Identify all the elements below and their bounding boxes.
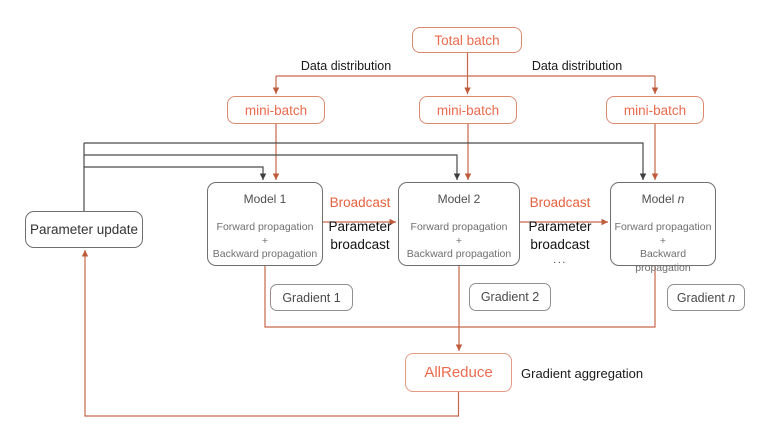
model-plus-label: +: [261, 234, 269, 247]
total-batch-label: Total batch: [434, 32, 500, 48]
model-title: [611, 192, 715, 206]
mini-batch-label: mini-batch: [436, 102, 500, 118]
mini-batch-label: mini-batch: [244, 102, 308, 118]
gradient-label-n: n: [728, 290, 736, 305]
gradient-node-2: [469, 283, 551, 311]
mini-batch-node-1: [227, 96, 325, 124]
model-backward-label: Backward propagation: [635, 248, 691, 274]
parameter-broadcast-label-1: [316, 218, 404, 254]
mini-batch-label: mini-batch: [623, 102, 687, 118]
broadcast-label-2: Broadcast: [529, 195, 591, 210]
data-distribution-label-right: Data distribution: [531, 59, 623, 73]
model-title-prefix: Model: [641, 192, 678, 206]
data-distribution-label-left: Data distribution: [300, 59, 392, 73]
model-forward-label: Forward propagation: [216, 221, 314, 233]
mini-batch-node-2: [419, 96, 517, 124]
arrow-allreduce-to-parameter-update: [85, 250, 459, 416]
model-title-n: n: [677, 192, 685, 206]
gradient-label: Gradient 2: [480, 290, 540, 304]
gradient-node-1: [270, 284, 353, 311]
gradient-node-n: [667, 284, 745, 311]
model-title: Model 1: [243, 192, 287, 206]
parameter-update-node: [25, 211, 143, 248]
model-backward-label: Backward propagation: [212, 248, 318, 260]
model-plus-label: +: [455, 234, 463, 247]
mini-batch-node-3: [606, 96, 704, 124]
parameter-broadcast-line2: broadcast: [330, 237, 390, 252]
parameter-broadcast-line1: Parameter: [328, 219, 392, 234]
model-forward-label: Forward propagation: [614, 221, 712, 233]
parameter-broadcast-label-2: [516, 218, 604, 254]
model-node-1: [207, 182, 323, 266]
model-forward-label: Forward propagation: [410, 221, 508, 233]
model-plus-label: +: [659, 234, 667, 247]
arrow-update-to-modeln: [84, 143, 643, 180]
ellipsis-label: ...: [553, 254, 567, 266]
model-backward-label: Backward propagation: [406, 248, 512, 260]
gradient-aggregation-label: Gradient aggregation: [521, 366, 644, 381]
parameter-broadcast-line1: Parameter: [528, 219, 592, 234]
model-title: Model 2: [437, 192, 481, 206]
arrow-update-to-model1: [84, 167, 263, 180]
gradient-label-prefix: Gradient: [676, 290, 729, 305]
parameter-update-label: Parameter update: [29, 222, 139, 237]
allreduce-label: AllReduce: [424, 364, 493, 381]
model-node-2: [398, 182, 520, 266]
parameter-broadcast-line2: broadcast: [530, 237, 590, 252]
total-batch-node: [412, 27, 522, 53]
broadcast-label-1: Broadcast: [329, 195, 391, 210]
allreduce-node: [405, 353, 512, 392]
model-node-n: [610, 182, 716, 274]
gradient-label: [677, 291, 735, 305]
gradient-label: Gradient 1: [282, 290, 341, 305]
